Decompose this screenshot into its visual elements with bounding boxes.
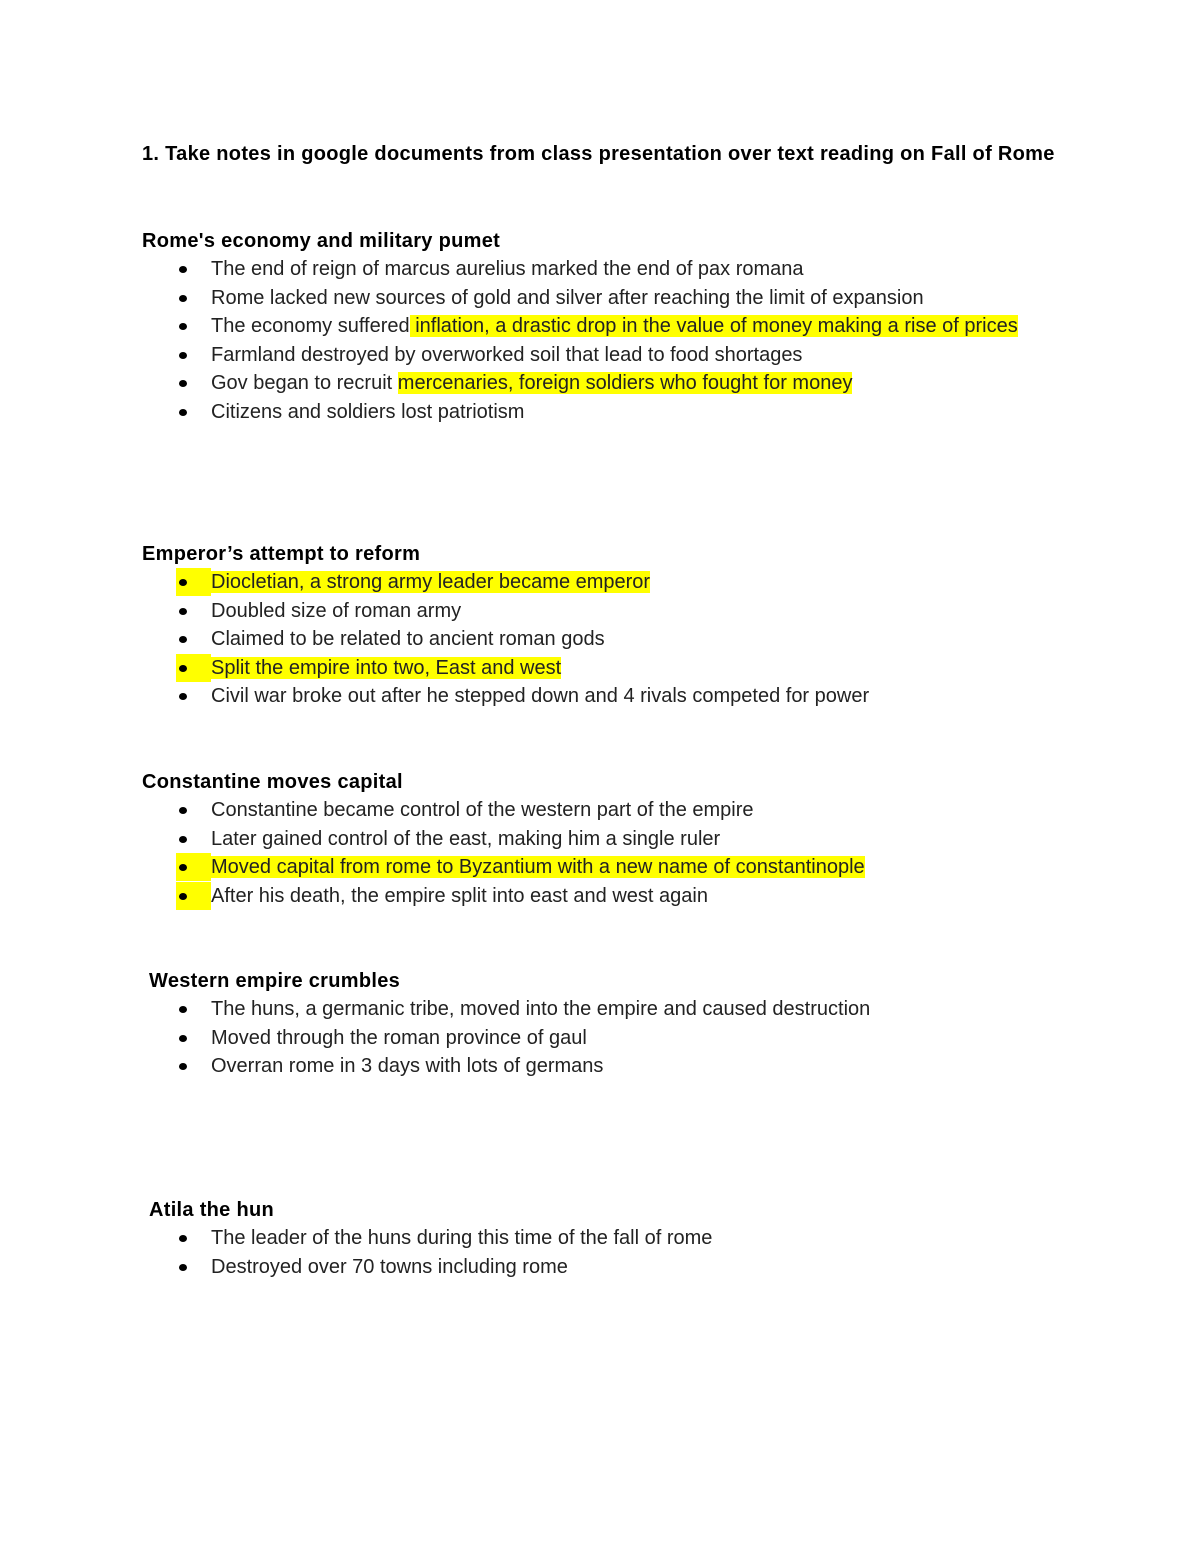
list-item xyxy=(0,682,1031,711)
list-item xyxy=(0,882,1031,911)
highlighted-text: mercenaries, foreign soldiers who fought for money xyxy=(397,372,853,395)
list-item xyxy=(0,1224,1031,1253)
highlighted-text: inflation, a drastic drop in the value of money making a rise of prices xyxy=(409,315,1018,338)
item-text: Farmland destroyed by overworked soil that lead to food shortages xyxy=(211,343,803,366)
list-item xyxy=(0,825,1031,854)
list-item xyxy=(0,995,1031,1024)
bullet-icon xyxy=(179,1063,187,1070)
bullet-icon xyxy=(179,579,187,586)
highlighted-text: Diocletian, a strong army leader became emperor xyxy=(211,571,651,593)
bullet-icon xyxy=(179,1006,187,1013)
section-heading: Rome's economy and military pumet xyxy=(142,230,501,252)
bullet-icon xyxy=(179,266,187,273)
bullet-icon xyxy=(179,352,187,359)
item-text: Destroyed over 70 towns including rome xyxy=(211,1255,568,1278)
list-item xyxy=(0,853,1031,882)
list-item xyxy=(0,597,1031,626)
list-item xyxy=(0,284,1031,313)
bullet-list xyxy=(0,255,1200,427)
bullet-icon xyxy=(179,295,187,302)
list-item xyxy=(0,369,1031,398)
item-text: Overran rome in 3 days with lots of germans xyxy=(211,1055,604,1078)
item-text: Civil war broke out after he stepped down and 4 rivals competed for power xyxy=(211,685,870,708)
bullet-list xyxy=(0,995,1200,1081)
bullet-icon xyxy=(179,380,187,387)
bullet-icon xyxy=(179,665,187,672)
highlighted-text: Split the empire into two, East and west xyxy=(211,656,562,679)
item-text: Gov began to recruit xyxy=(211,372,398,395)
document-title: 1. Take notes in google documents from class presentation over text reading on Fall of Rome xyxy=(142,143,1055,165)
list-item xyxy=(0,568,1031,597)
item-text: Rome lacked new sources of gold and silver after reaching the limit of expansion xyxy=(211,286,924,309)
highlighted-text: Moved capital from rome to Byzantium with a new name of constantinople xyxy=(211,856,865,879)
bullet-icon xyxy=(179,323,187,330)
list-item xyxy=(0,398,1031,427)
bullet-icon xyxy=(179,893,187,900)
item-text: After his death, the empire split into east and west again xyxy=(211,884,708,907)
item-text: The end of reign of marcus aurelius marked the end of pax romana xyxy=(211,258,804,280)
section-heading: Constantine moves capital xyxy=(142,771,403,793)
bullet-icon xyxy=(179,1035,187,1042)
item-text: Doubled size of roman army xyxy=(211,599,462,622)
bullet-list xyxy=(0,568,1200,711)
item-text: The economy suffered xyxy=(211,315,410,338)
bullet-list xyxy=(0,1224,1200,1281)
bullet-icon xyxy=(179,807,187,814)
section-heading: Emperor’s attempt to reform xyxy=(142,543,421,565)
bullet-icon xyxy=(179,1264,187,1271)
list-item xyxy=(0,625,1031,654)
item-text: Citizens and soldiers lost patriotism xyxy=(211,400,525,423)
section-heading: Western empire crumbles xyxy=(149,970,401,992)
bullet-icon xyxy=(179,608,187,615)
bullet-list xyxy=(0,796,1200,910)
list-item xyxy=(0,1253,1031,1282)
list-item xyxy=(0,1052,1031,1081)
bullet-icon xyxy=(179,636,187,643)
item-text: Claimed to be related to ancient roman gods xyxy=(211,628,605,651)
list-item xyxy=(0,1024,1031,1053)
item-text: The leader of the huns during this time of the fall of rome xyxy=(211,1227,713,1249)
item-text: Moved through the roman province of gaul xyxy=(211,1026,587,1049)
item-text: Constantine became control of the western part of the empire xyxy=(211,799,754,821)
bullet-icon xyxy=(179,409,187,416)
list-item xyxy=(0,341,1031,370)
list-item xyxy=(0,255,1031,284)
bullet-icon xyxy=(179,836,187,843)
item-text: Later gained control of the east, making him a single ruler xyxy=(211,827,721,850)
item-text: The huns, a germanic tribe, moved into the empire and caused destruction xyxy=(211,998,871,1020)
bullet-icon xyxy=(179,1235,187,1242)
list-item xyxy=(0,312,1031,341)
list-item xyxy=(0,796,1031,825)
list-item xyxy=(0,654,1031,683)
bullet-icon xyxy=(179,864,187,871)
bullet-icon xyxy=(179,693,187,700)
section-heading: Atila the hun xyxy=(149,1199,275,1221)
